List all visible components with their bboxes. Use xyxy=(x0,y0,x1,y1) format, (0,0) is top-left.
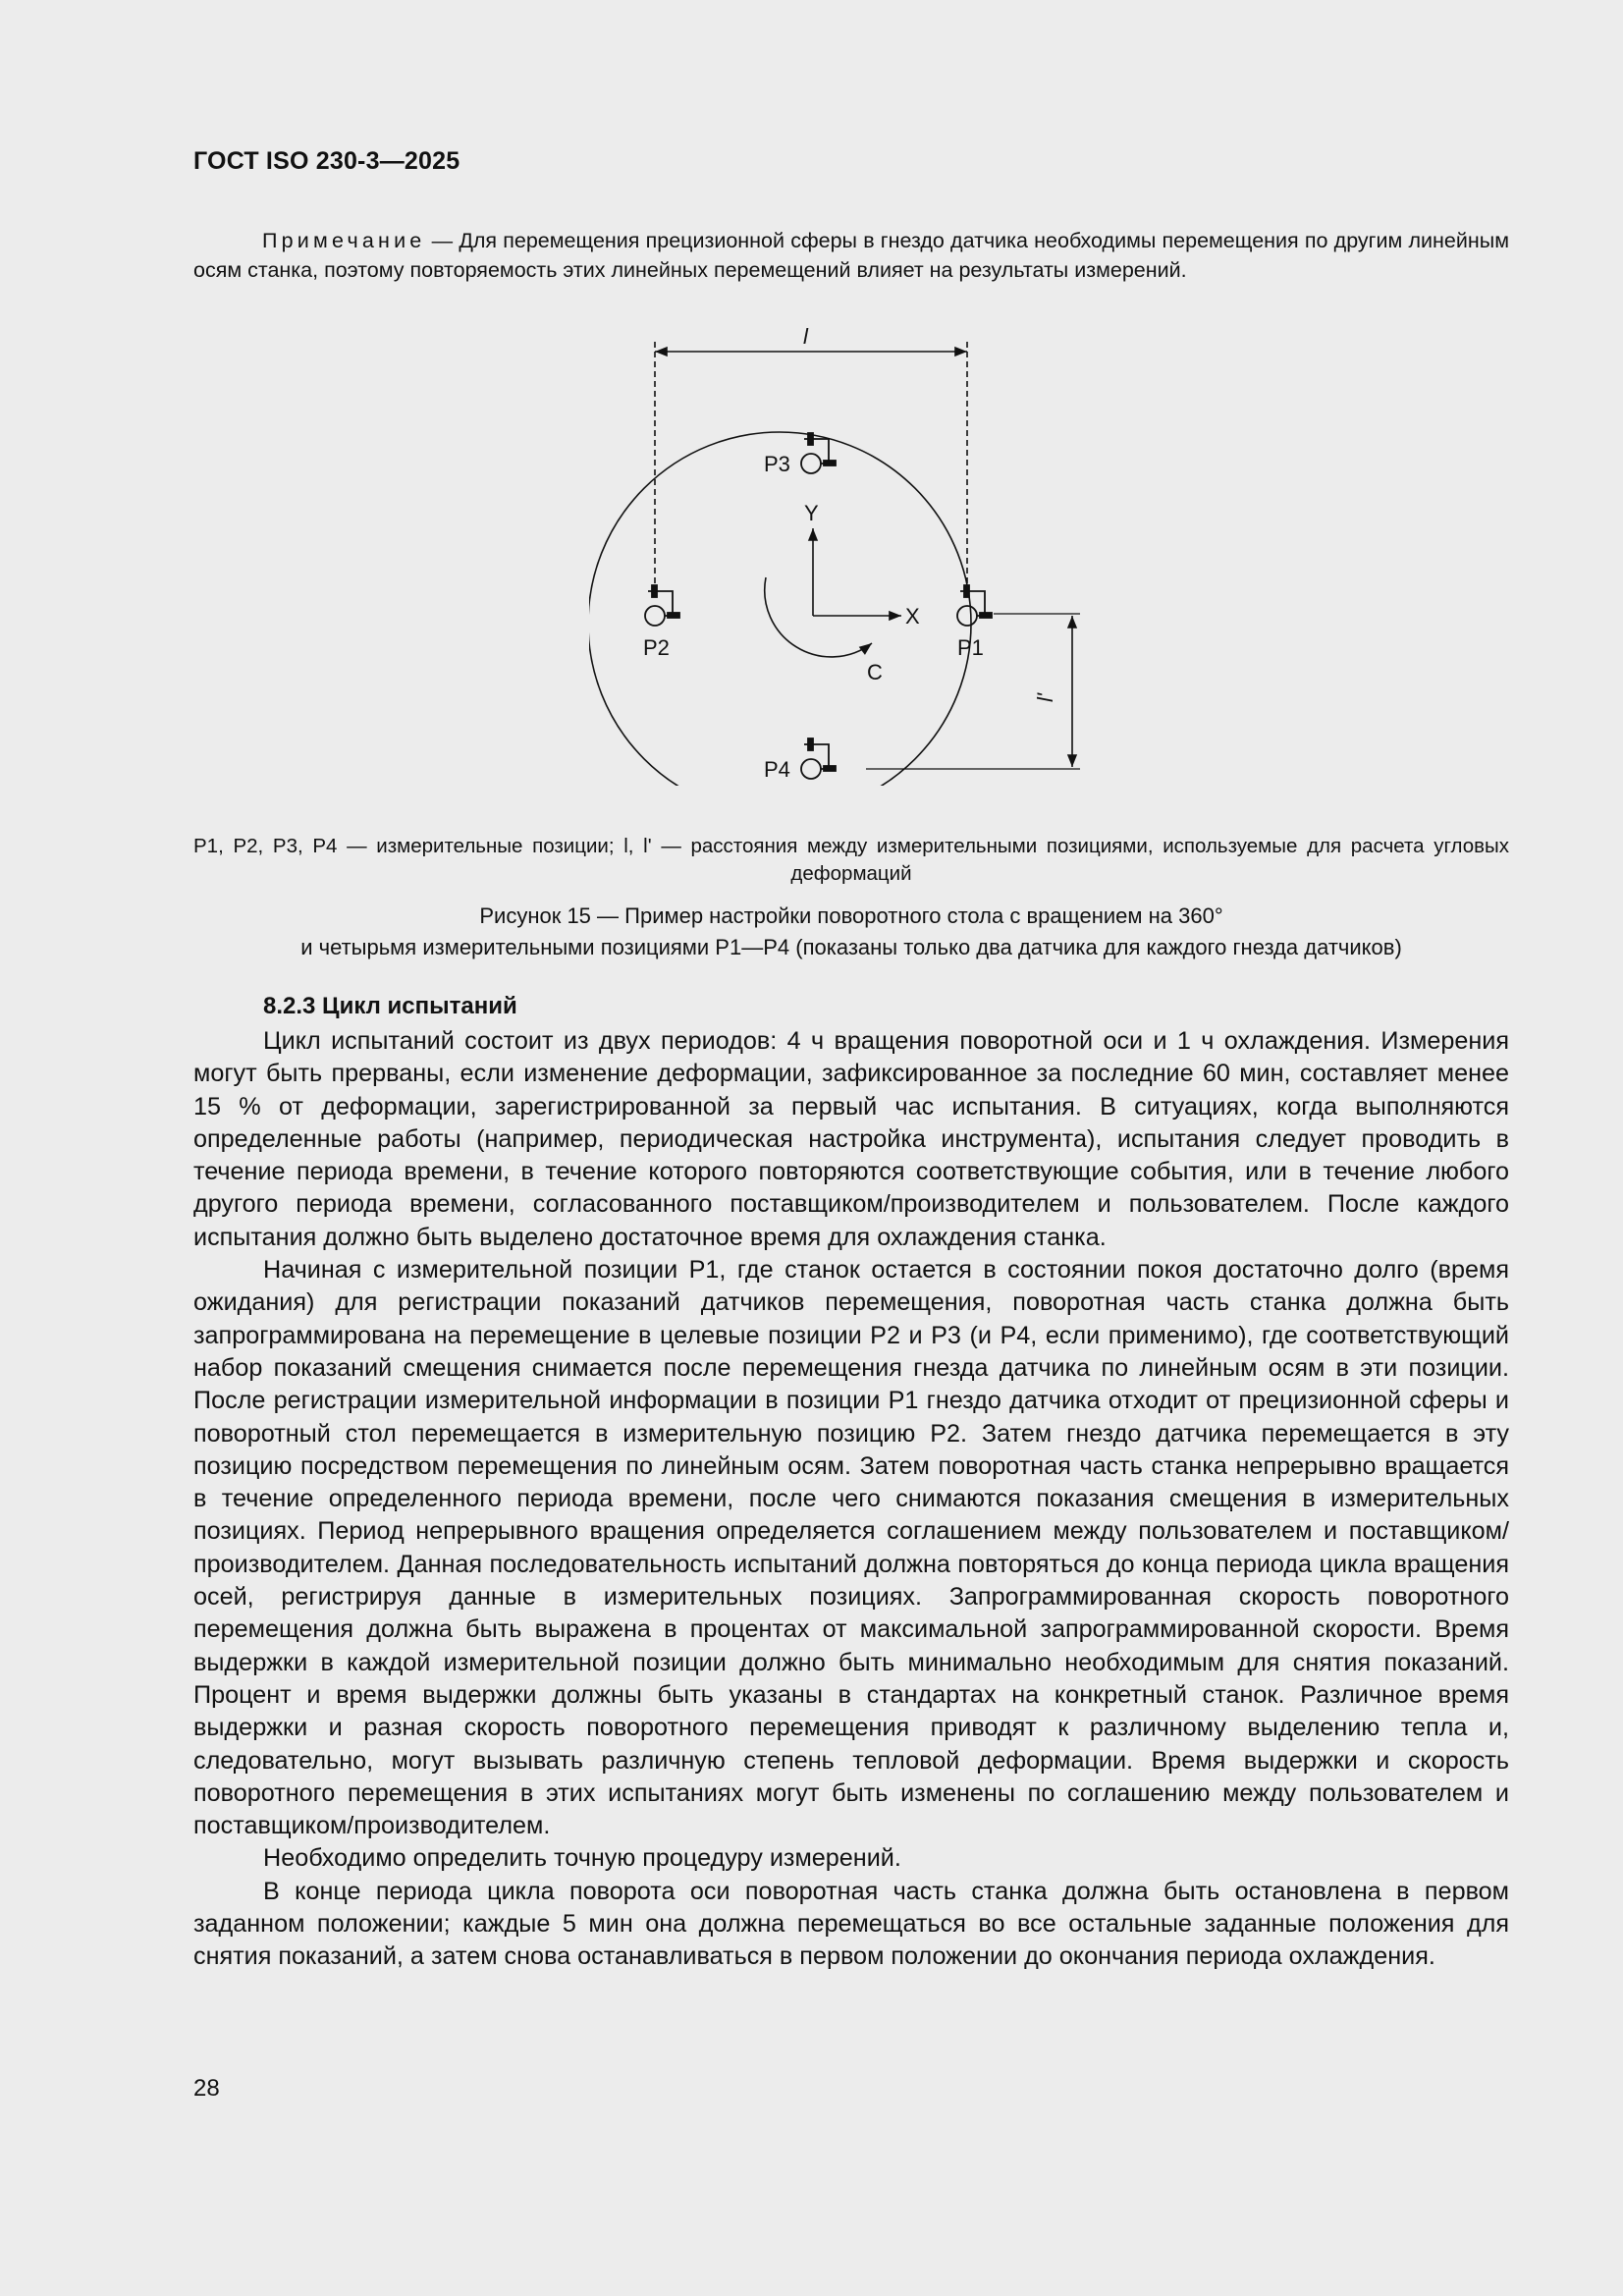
note-text: — Для перемещения прецизионной сферы в гнездо датчика необходимы перемещения по другим линейным осям станка, поэтому повторяемость этих линейных перемещений влияет на результаты измерений. xyxy=(193,229,1509,282)
standard-header: ГОСТ ISO 230-3—2025 xyxy=(193,147,460,175)
figure-15 xyxy=(589,324,1139,786)
paragraph-3: Необходимо определить точную процедуру измерений. xyxy=(263,1844,901,1873)
paragraph-2: Начиная с измерительной позиции P1, где станок остается в состоянии покоя достаточно долго (время ожидания) для регистрации показаний датчиков перемещения, поворотная часть станка должна быть запрограммирована на перемещение в целевые позиции P2 и P3 (и P4, если применимо), где соответствующий набор показаний смещения снимается после перемещения гнезда датчика по линейным осям в эти позиции. После регистрации измерительной информации в позиции P1 гнездо датчика отходит от прецизионной сферы и поворотный стол перемещается в измерительную позицию P2. Затем гнездо датчика перемещается в эту позицию посредством перемещения по линейным осям. Затем поворотная часть станка непрерывно вращается в течение определенного периода времени, после чего снимаются показания смещения в измерительных позициях. Период непрерывного вращения определяется соглашением между пользователем и поставщиком/производителем. Данная последовательность испытаний должна повторяться до конца периода цикла вращения осей, регистрируя данные в измерительных позициях. Запрограммированная скорость поворотного перемещения должна быть выражена в процентах от максимальной запрограммированной скорости. Время выдержки в каждой измерительной позиции должно быть минимально необходимым для снятия показаний. Процент и время выдержки должны быть указаны в стандартах на конкретный станок. Различное время выдержки и разная скорость поворотного перемещения приводят к различному выделению тепла и, следовательно, могут вызывать различную степень тепловой деформации. Время выдержки и скорость поворотного перемещения в этих испытаниях могут быть изменены по соглашению между пользователем и поставщиком/производителем. xyxy=(193,1256,1509,1840)
rotation-arrow-c xyxy=(765,577,872,657)
position-label-p3: P3 xyxy=(764,452,790,476)
axis-label-y: Y xyxy=(804,501,819,525)
page-number: 28 xyxy=(193,2075,220,2102)
sensor-nest-p4 xyxy=(801,738,836,779)
dim-label-l-prime: l' xyxy=(1033,692,1057,702)
section-title: 8.2.3 Цикл испытаний xyxy=(263,993,517,1019)
sensor-nest-p2 xyxy=(645,585,679,626)
figure-legend: P1, P2, P3, P4 — измерительные позиции; l, l' — расстояния между измерительными позициями, используемые для расчета угловых деформаций xyxy=(193,835,1509,885)
position-label-p4: P4 xyxy=(764,757,790,782)
caption-line-1: Рисунок 15 — Пример настройки поворотного стола с вращением на 360° xyxy=(479,903,1223,928)
section-body xyxy=(193,1025,1509,1974)
axis-label-x: X xyxy=(905,604,920,629)
position-label-p2: P2 xyxy=(643,635,670,660)
paragraph-4: В конце периода цикла поворота оси поворотная часть станка должна быть остановлена в первом заданном положении; каждые 5 мин она должна перемещаться во все остальные заданные положения для снятия показаний, а затем снова останавливаться в первом положении до окончания периода охлаждения. xyxy=(193,1877,1509,1971)
dim-label-l: l xyxy=(803,324,808,349)
note-label: Примечание xyxy=(262,229,426,252)
rotation-label-c: C xyxy=(867,660,883,684)
note-paragraph xyxy=(193,226,1509,285)
figure-caption xyxy=(193,901,1509,963)
position-label-p1: P1 xyxy=(957,635,984,660)
rotary-table-diagram xyxy=(589,324,1139,786)
sensor-nest-p1 xyxy=(957,585,992,626)
paragraph-1: Цикл испытаний состоит из двух периодов: 4 ч вращения поворотной оси и 1 ч охлаждения. Измерения могут быть прерваны, если изменение деформации, зафиксированное за последние 60 мин, составляет менее 15 % от деформации, зарегистрированной за первый час испытания. В ситуациях, когда выполняются определенные работы (например, периодическая настройка инструмента), испытания следует проводить в течение периода времени, в течение которого повторяются соответствующие события, или в течение любого другого периода времени, согласованного поставщиком/производителем и пользователем. После каждого испытания должно быть выделено достаточное время для охлаждения станка. xyxy=(193,1027,1509,1251)
caption-line-2: и четырьмя измерительными позициями P1—P4 (показаны только два датчика для каждого гнезда датчиков) xyxy=(300,935,1402,959)
